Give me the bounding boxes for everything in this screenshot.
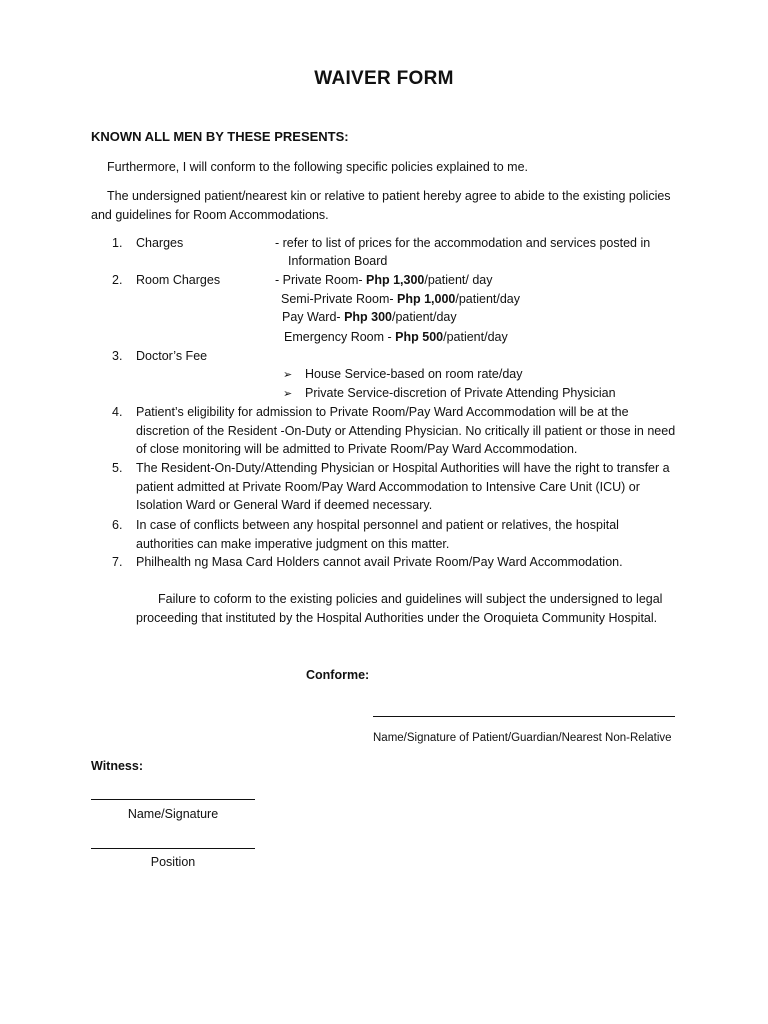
- item-number: 7.: [112, 555, 123, 569]
- item-description: - refer to list of prices for the accommodation and services posted in: [275, 236, 651, 250]
- signature-caption: Name/Signature of Patient/Guardian/Nearest Non-Relative: [373, 732, 672, 744]
- arrow-bullet-icon: ➢: [283, 369, 293, 381]
- item-number: 1.: [112, 236, 123, 250]
- item-text: Patient’s eligibility for admission to Private Room/Pay Ward Accommodation will be at the discretion of the Resident -On-Duty or Attending Physician. No critically ill patient or those in need of close monitoring will be admitted to Private Room/Pay Ward Accommodation.: [136, 405, 676, 456]
- item-label: Room Charges: [136, 273, 221, 287]
- rate-pay-ward: Pay Ward- Php 300/patient/day: [282, 310, 457, 324]
- rate-emergency-room: Emergency Room - Php 500/patient/day: [284, 330, 508, 344]
- item-number: 3.: [112, 349, 123, 363]
- witness-signature-line[interactable]: [91, 799, 255, 800]
- item-description-cont: Information Board: [288, 254, 388, 268]
- item-label: Charges: [136, 236, 184, 250]
- conforme-label: Conforme:: [306, 668, 370, 682]
- rate-semi-private-room: Semi-Private Room- Php 1,000/patient/day: [281, 292, 521, 306]
- witness-position-line[interactable]: [91, 848, 255, 849]
- failure-paragraph: Failure to coform to the existing policies and guidelines will subject the undersigned to legal proceeding that instituted by the Hospital Authorities under the Oroquieta Community Hospital.: [136, 592, 663, 625]
- item-text: In case of conflicts between any hospital personnel and patient or relatives, the hospital authorities can make imperative judgment on this matter.: [136, 518, 619, 551]
- intro-paragraph: Furthermore, I will conform to the following specific policies explained to me.: [107, 160, 529, 174]
- item-text: The Resident-On-Duty/Attending Physician or Hospital Authorities will have the right to transfer a patient admitted at Private Room/Pay Ward Accommodation to Intensive Care Unit (ICU) or Isolation Ward or General Ward if deemed necessary.: [136, 461, 670, 512]
- agreement-paragraph: The undersigned patient/nearest kin or relative to patient hereby agree to abide to the existing policies and guidelines for Room Accommodations.: [91, 189, 671, 222]
- witness-label: Witness:: [91, 759, 143, 773]
- item-label: Doctor’s Fee: [136, 349, 208, 363]
- item-number: 4.: [112, 405, 123, 419]
- patient-signature-line[interactable]: [373, 716, 675, 717]
- doctors-fee-bullet: ➢ House Service-based on room rate/day: [283, 365, 522, 385]
- item-number: 5.: [112, 461, 123, 475]
- item-number: 2.: [112, 273, 123, 287]
- item-number: 6.: [112, 518, 123, 532]
- arrow-bullet-icon: ➢: [283, 388, 293, 400]
- rate-private-room: - Private Room- Php 1,300/patient/ day: [275, 273, 493, 287]
- doctors-fee-bullet: ➢ Private Service-discretion of Private Attending Physician: [283, 384, 616, 404]
- witness-position-caption: Position: [150, 855, 196, 869]
- form-title: WAIVER FORM: [314, 68, 454, 89]
- form-heading: KNOWN ALL MEN BY THESE PRESENTS:: [91, 129, 349, 144]
- item-text: Philhealth ng Masa Card Holders cannot avail Private Room/Pay Ward Accommodation.: [136, 555, 623, 569]
- witness-name-caption: Name/Signature: [127, 807, 219, 821]
